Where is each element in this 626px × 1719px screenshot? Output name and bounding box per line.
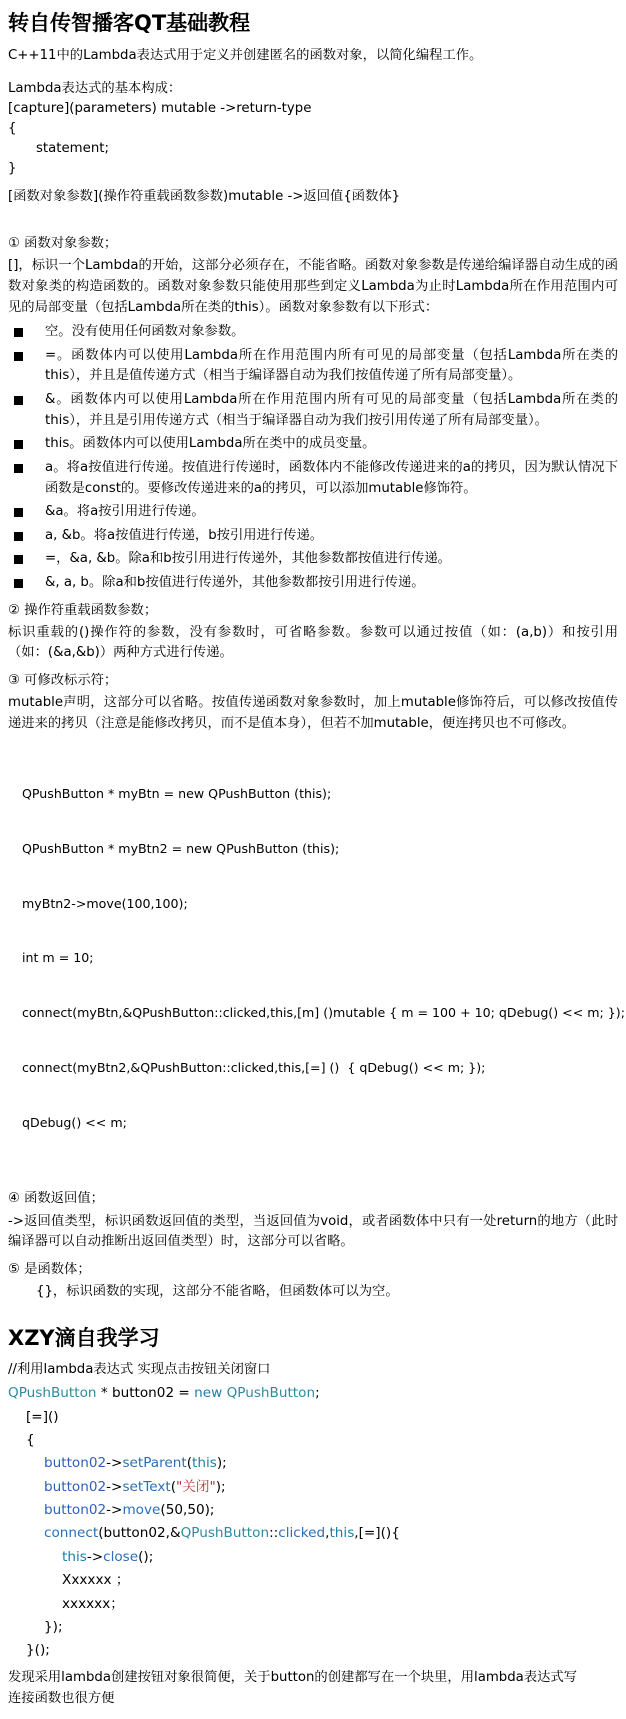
syntax-line-5: [函数对象参数](操作符重载函数参数)mutable ->返回值{函数体} [8, 189, 401, 205]
code-line [8, 1382, 618, 1405]
list-item [8, 502, 618, 523]
code-line [8, 1406, 618, 1429]
code-token: { [26, 1431, 35, 1448]
square-bullet-icon [14, 352, 23, 361]
list-item-label: &。函数体内可以使用Lambda所在作用范围内所有可见的局部变量（包括Lambda所在类的this），并且是引用传递方式（相当于编译器自动为我们按引用传递了所有局部变量）。 [45, 392, 618, 428]
section-2-heading: ② 操作符重载函数参数； [8, 602, 158, 618]
square-bullet-icon [14, 464, 23, 473]
list-item [8, 322, 618, 343]
square-bullet-icon [14, 508, 23, 517]
list-item [8, 458, 618, 499]
code-line: connect(myBtn2,&QPushButton::clicked,this,[=] () { qDebug() << m; }); [22, 1059, 486, 1075]
square-bullet-icon [14, 579, 23, 588]
list-item-label: a。将a按值进行传递。按值进行传递时，函数体内不能修改传递进来的a的拷贝，因为默认情况下函数是const的。要修改传递进来的a的拷贝，可以添加mutable修饰符。 [45, 459, 618, 496]
spacer [8, 1168, 618, 1182]
intro-line-2: Lambda表达式的基本构成： [8, 80, 182, 96]
code-line [8, 1546, 618, 1569]
code-line: connect(myBtn,&QPushButton::clicked,this,[m] ()mutable { m = 100 + 10; qDebug() << m; }); [22, 1005, 625, 1021]
code-token: this [329, 1525, 355, 1542]
code-token: }(); [26, 1642, 50, 1659]
code-line [8, 1429, 618, 1452]
code-token: -> [86, 1548, 104, 1565]
code-token: [=]() [26, 1408, 59, 1425]
code-line [8, 1452, 618, 1475]
code-token: clicked [278, 1525, 326, 1542]
list-item-label: &, a, b。除a和b按值进行传递外，其他参数都按引用进行传递。 [45, 574, 425, 590]
code-token: xxxxxx； [62, 1595, 124, 1612]
section-3-body: mutable声明，这部分可以省略。按值传递函数对象参数时，加上mutable修饰符后，可以修改按值传递进来的拷贝（注意是能修改拷贝，而不是值本身），但若不加mutable，便连拷贝也不可修改。 [8, 695, 618, 731]
spacer [8, 71, 618, 79]
code-line [8, 1593, 618, 1616]
code-token: QPushButton [8, 1385, 97, 1402]
code-token: * button02 = [96, 1385, 195, 1402]
capture-forms-list [8, 322, 618, 593]
code-sample-mutable [8, 749, 625, 1169]
list-item [8, 346, 618, 387]
code-line [8, 1639, 618, 1662]
list-item-label: 空。没有使用任何函数对象参数。 [45, 324, 245, 340]
code-token: ); [215, 1478, 226, 1495]
code-token: this [192, 1455, 217, 1472]
section-1-body: []，标识一个Lambda的开始，这部分必须存在，不能省略。函数对象参数是传递给编译器自动生成的函数对象类的构造函数的。函数对象参数只能使用那些到定义Lambda为止时Lambda所在作用范围内可见的局部变量（包括Lambda所在类的this）。函数对象参数有以下形式： [8, 258, 618, 315]
list-item-label: &a。将a按引用进行传递。 [45, 504, 205, 520]
section-5-body: {}，标识函数的实现，这部分不能省略，但函数体可以为空。 [36, 1284, 399, 1300]
code-token: -> [106, 1478, 123, 1495]
code-token: -> [106, 1502, 123, 1519]
code-line: QPushButton * myBtn = new QPushButton (this); [22, 786, 332, 802]
list-item [8, 573, 618, 594]
code-token: Xxxxxx ； [62, 1572, 130, 1589]
code-token: ); [216, 1455, 227, 1472]
list-item [8, 390, 618, 431]
code-line: qDebug() << m; [22, 1114, 127, 1130]
code-token: ,[=](){ [354, 1525, 400, 1542]
square-bullet-icon [14, 440, 23, 449]
section-4-heading: ④ 函数返回值； [8, 1191, 104, 1207]
code-token: QPushButton [226, 1385, 316, 1402]
section-5-heading: ⑤ 是函数体； [8, 1261, 91, 1277]
xzy-code-block [8, 1382, 618, 1663]
square-bullet-icon [14, 396, 23, 405]
code-token: (50,50); [160, 1502, 215, 1519]
code-token: (button02,& [98, 1525, 181, 1542]
code-token: ( [186, 1455, 193, 1472]
code-token: button02 [44, 1455, 107, 1472]
code-token: (); [138, 1548, 154, 1565]
section-4-body: ->返回值类型，标识函数返回值的类型，当返回值为void，或者函数体中只有一处return的地方（此时编译器可以自动推断出返回值类型）时，这部分可以省略。 [8, 1213, 618, 1250]
list-item-label: =。函数体内可以使用Lambda所在作用范围内所有可见的局部变量（包括Lambda所在类的this），并且是值传递方式（相当于编译器自动为我们按值传递了所有局部变量）。 [45, 347, 618, 384]
code-line [8, 1476, 618, 1499]
syntax-line-4: } [8, 161, 17, 177]
code-token: ( [170, 1478, 177, 1495]
code-token: "关闭" [176, 1478, 216, 1495]
code-token: :: [269, 1525, 279, 1542]
spacer [8, 207, 618, 227]
code-token: ; [315, 1385, 320, 1402]
page-title: 转自传智播客QT基础教程 [8, 11, 251, 35]
code-token: QPushButton [180, 1525, 270, 1542]
code-token: -> [106, 1455, 123, 1472]
section-1-heading: ① 函数对象参数； [8, 236, 118, 252]
code-line: QPushButton * myBtn2 = new QPushButton (this); [22, 840, 340, 856]
square-bullet-icon [14, 328, 23, 337]
code-token: button02 [44, 1502, 107, 1519]
list-item [8, 549, 618, 570]
square-bullet-icon [14, 532, 23, 541]
section-3-heading: ③ 可修改标示符； [8, 673, 118, 689]
syntax-line-2: { [8, 121, 17, 137]
code-token: setParent [122, 1455, 187, 1472]
code-token: connect [44, 1525, 99, 1542]
spacer [8, 739, 618, 747]
xzy-section-title: XZY滴自我学习 [8, 1325, 160, 1350]
square-bullet-icon [14, 555, 23, 564]
code-line [8, 1499, 618, 1522]
section-2-body: 标识重载的()操作符的参数，没有参数时，可省略参数。参数可以通过按值（如：(a,b)）和按引用（如：(&a,&b)）两种方式进行传递。 [8, 624, 618, 661]
list-item [8, 434, 618, 455]
list-item-label: this。函数体内可以使用Lambda所在类中的成员变量。 [45, 436, 376, 452]
code-line [8, 1522, 618, 1545]
xzy-footer-line-2: 连接函数也很方便 [8, 1690, 115, 1706]
code-token: , [325, 1525, 330, 1542]
syntax-line-3: statement; [36, 141, 109, 157]
code-line [8, 1616, 618, 1639]
list-item-label: =，&a, &b。除a和b按引用进行传递外，其他参数都按值进行传递。 [45, 551, 451, 567]
syntax-line-1: [capture](parameters) mutable ->return-type [8, 101, 312, 117]
code-line: int m = 10; [22, 950, 94, 966]
intro-line-1: C++11中的Lambda表达式用于定义并创建匿名的函数对象，以简化编程工作。 [8, 48, 483, 64]
code-token: this [62, 1548, 87, 1565]
code-line [8, 1569, 618, 1592]
xzy-comment: //利用lambda表达式 实现点击按钮关闭窗口 [8, 1361, 271, 1377]
code-token: new [194, 1385, 223, 1402]
xzy-footer-line-1: 发现采用lambda创建按钮对象很简便，关于button的创建都写在一个块里，用lambda表达式写 [8, 1669, 578, 1685]
list-item [8, 526, 618, 547]
spacer [8, 179, 618, 187]
list-item-label: a, &b。将a按值进行传递，b按引用进行传递。 [45, 527, 324, 543]
code-token: move [122, 1502, 161, 1519]
code-token: button02 [44, 1478, 107, 1495]
code-token: setText [122, 1478, 171, 1495]
code-line: myBtn2->move(100,100); [22, 895, 188, 911]
code-token: }); [44, 1618, 63, 1635]
code-token: close [103, 1548, 139, 1565]
